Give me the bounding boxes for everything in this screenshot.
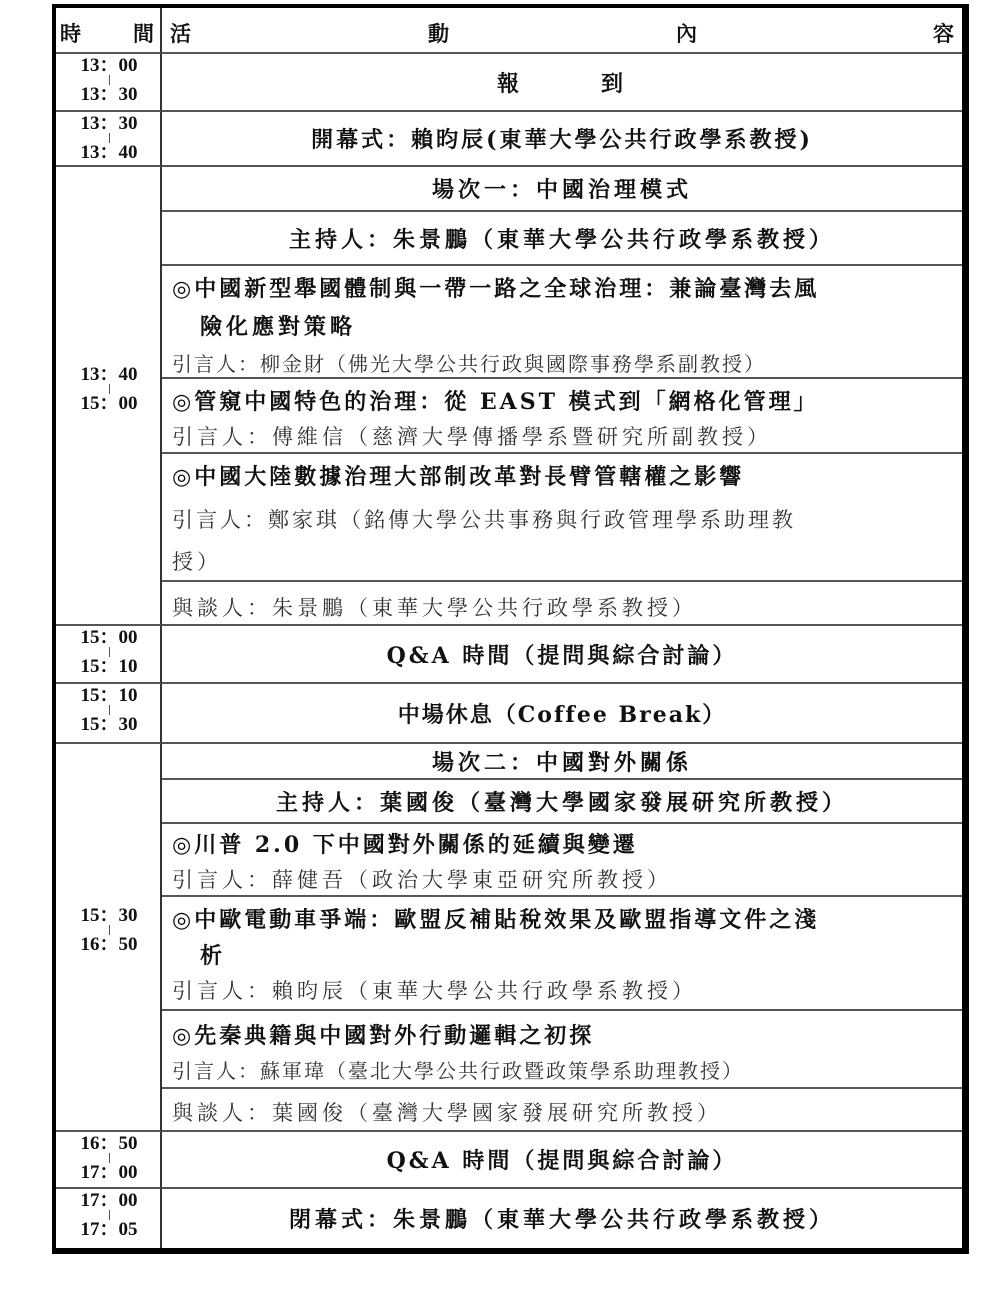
topic-title: ◎先秦典籍與中國對外行動邏輯之初探 [172, 1023, 595, 1049]
coffee-break-text: 中場休息（Coffee Break） [397, 701, 727, 728]
registration-cell [162, 54, 962, 112]
time-range [56, 906, 162, 954]
topic-cell [162, 454, 962, 582]
qa-text: Q&A 時間（提問與綜合討論） [386, 1148, 738, 1174]
topic-title: ◎管窺中國特色的治理：從 EAST 模式到「網格化管理」 [172, 389, 819, 415]
header-activity-cell [162, 8, 962, 54]
speaker-text: 引言人：傅維信（慈濟大學傳播學系暨研究所副教授） [172, 425, 772, 449]
topic-cell [162, 897, 962, 1011]
topic-title: ◎中歐電動車爭端：歐盟反補貼稅效果及歐盟指導文件之淺 [172, 907, 820, 933]
host-text: 主持人：朱景鵬（東華大學公共行政學系教授） [288, 226, 835, 253]
session-title: 場次一：中國治理模式 [431, 177, 692, 203]
discussant-text: 與談人：朱景鵬（東華大學公共行政學系教授） [172, 596, 697, 620]
time-end: 16：50 [80, 934, 138, 955]
qa-cell [162, 626, 962, 684]
speaker-text: 引言人：賴昀辰（東華大學公共行政學系教授） [172, 979, 697, 1003]
qa-text: Q&A 時間（提問與綜合討論） [386, 642, 738, 669]
time-cell [56, 112, 162, 167]
time-end: 13：40 [80, 142, 138, 163]
closing-ceremony-text: 閉幕式：朱景鵬（東華大學公共行政學系教授） [288, 1207, 835, 1233]
time-end: 17：05 [80, 1219, 138, 1240]
time-end: 17：00 [80, 1162, 138, 1183]
discussant-cell [162, 1089, 962, 1132]
time-start: 15：10 [80, 685, 138, 706]
qa-cell [162, 1132, 962, 1189]
time-cell [56, 684, 162, 744]
topic-title-continued: 析 [200, 943, 227, 969]
opening-ceremony-text: 開幕式：賴昀辰(東華大學公共行政學系教授) [311, 127, 813, 153]
host-cell [162, 780, 962, 824]
time-range [56, 1134, 162, 1182]
coffee-break-cell [162, 684, 962, 744]
time-end: 15：10 [80, 656, 138, 677]
time-end: 15：00 [80, 393, 138, 414]
speaker-text: 引言人：鄭家琪（銘傳大學公共事務與行政管理學系助理教 [172, 508, 796, 532]
discussant-text: 與談人：葉國俊（臺灣大學國家發展研究所教授） [172, 1101, 722, 1125]
time-range [56, 686, 162, 734]
host-cell [162, 212, 962, 266]
closing-ceremony-cell [162, 1189, 962, 1248]
topic-cell [162, 266, 962, 379]
speaker-text-continued: 授） [172, 550, 222, 574]
time-range [56, 365, 162, 413]
time-end: 15：30 [80, 714, 138, 735]
session-title: 場次二：中國對外關係 [431, 749, 692, 776]
header-time-cell [56, 8, 162, 54]
registration-text: 報 到 [496, 70, 627, 97]
host-text: 主持人：葉國俊（臺灣大學國家發展研究所教授） [275, 789, 848, 816]
agenda-table [52, 4, 969, 1254]
topic-title: ◎川普 2.0 下中國對外關係的延續與變遷 [172, 832, 638, 858]
time-cell [56, 744, 162, 1132]
time-start: 13：40 [80, 364, 138, 385]
time-start: 16：50 [80, 1133, 138, 1154]
header-time-char-1: 時 [60, 21, 81, 46]
session-title-cell [162, 744, 962, 780]
header-activity-char-1: 活 [170, 21, 191, 46]
topic-cell [162, 379, 962, 454]
opening-ceremony-cell [162, 112, 962, 167]
time-start: 13：30 [80, 113, 138, 134]
speaker-text: 引言人：柳金財（佛光大學公共行政與國際事務學系副教授） [172, 352, 766, 376]
header-activity-char-3: 內 [676, 21, 697, 46]
time-range [56, 56, 162, 104]
time-cell [56, 1132, 162, 1189]
header-time-char-2: 間 [133, 21, 154, 46]
time-cell [56, 167, 162, 626]
session-title-cell [162, 167, 962, 212]
time-cell [56, 626, 162, 684]
topic-cell [162, 1011, 962, 1089]
time-end: 13：30 [80, 84, 138, 105]
time-range [56, 1191, 162, 1239]
header-activity-char-4: 容 [933, 21, 954, 46]
time-start: 15：00 [80, 627, 138, 648]
time-start: 17：00 [80, 1190, 138, 1211]
speaker-text: 引言人：蘇軍瑋（臺北大學公共行政暨政策學系助理教授） [172, 1059, 744, 1083]
topic-title: ◎中國大陸數據治理大部制改革對長臂管轄權之影響 [172, 464, 745, 490]
time-start: 15：30 [80, 905, 138, 926]
topic-title-continued: 險化應對策略 [200, 314, 357, 340]
speaker-text: 引言人：薛健吾（政治大學東亞研究所教授） [172, 868, 672, 892]
discussant-cell [162, 582, 962, 626]
time-start: 13：00 [80, 55, 138, 76]
time-range [56, 628, 162, 676]
header-activity-char-2: 動 [428, 21, 449, 46]
time-cell [56, 54, 162, 112]
time-range [56, 114, 162, 162]
time-cell [56, 1189, 162, 1248]
topic-title: ◎中國新型舉國體制與一帶一路之全球治理：兼論臺灣去風 [172, 276, 820, 302]
topic-cell [162, 824, 962, 897]
